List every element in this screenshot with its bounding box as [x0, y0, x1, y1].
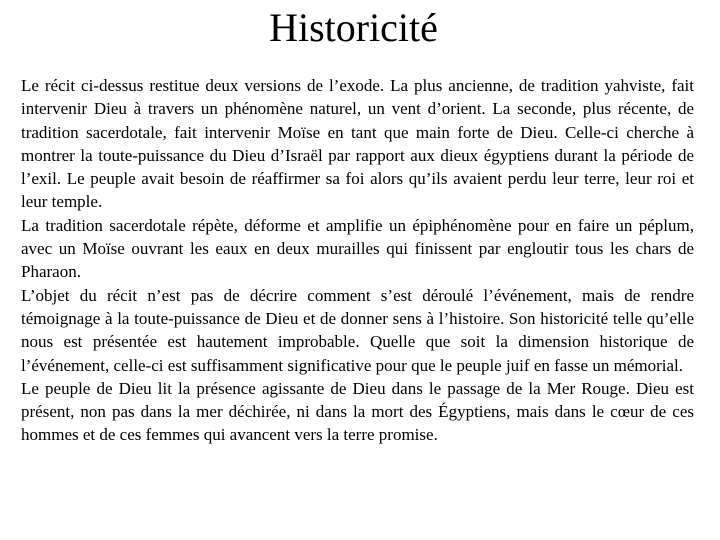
slide-title: Historicité: [269, 5, 438, 50]
paragraph-objet-du-recit: L’objet du récit n’est pas de décrire comment s’est déroulé l’événement, mais de rendre témoignage à la toute-puissance de Dieu et de donner sens à l’histoire. Son historicité telle qu’elle nous est présentée est hautement improbable. Quelle que soit la dimension historique de l’événement, celle-ci est suffisamment significative pour que le peuple juif en fasse un mémorial.: [21, 285, 694, 375]
slide-body: [21, 74, 694, 447]
paragraph-peuple-de-dieu: Le peuple de Dieu lit la présence agissante de Dieu dans le passage de la Mer Rouge. Dieu est présent, non pas dans la mer déchirée, ni dans la mort des Égyptiens, mais dans le cœur de ces hommes et de ces femmes qui avancent vers la terre promise.: [21, 378, 694, 445]
paragraph-traditions: Le récit ci-dessus restitue deux versions de l’exode. La plus ancienne, de tradition yahviste, fait intervenir Dieu à travers un phénomène naturel, un vent d’orient. La seconde, plus récente, de tradition sacerdotale, fait intervenir Moïse en tant que main forte de Dieu. Celle-ci cherche à montrer la toute-puissance du Dieu d’Israël par rapport aux dieux égyptiens durant la période de l’exil. Le peuple avait besoin de réaffirmer sa foi alors qu’ils avaient perdu leur terre, leur roi et leur temple.: [21, 76, 694, 212]
paragraph-sacerdotale: La tradition sacerdotale répète, déforme et amplifie un épiphénomène pour en faire un péplum, avec un Moïse ouvrant les eaux en deux murailles qui finissent par engloutir tous les chars de Pharaon.: [21, 215, 694, 282]
